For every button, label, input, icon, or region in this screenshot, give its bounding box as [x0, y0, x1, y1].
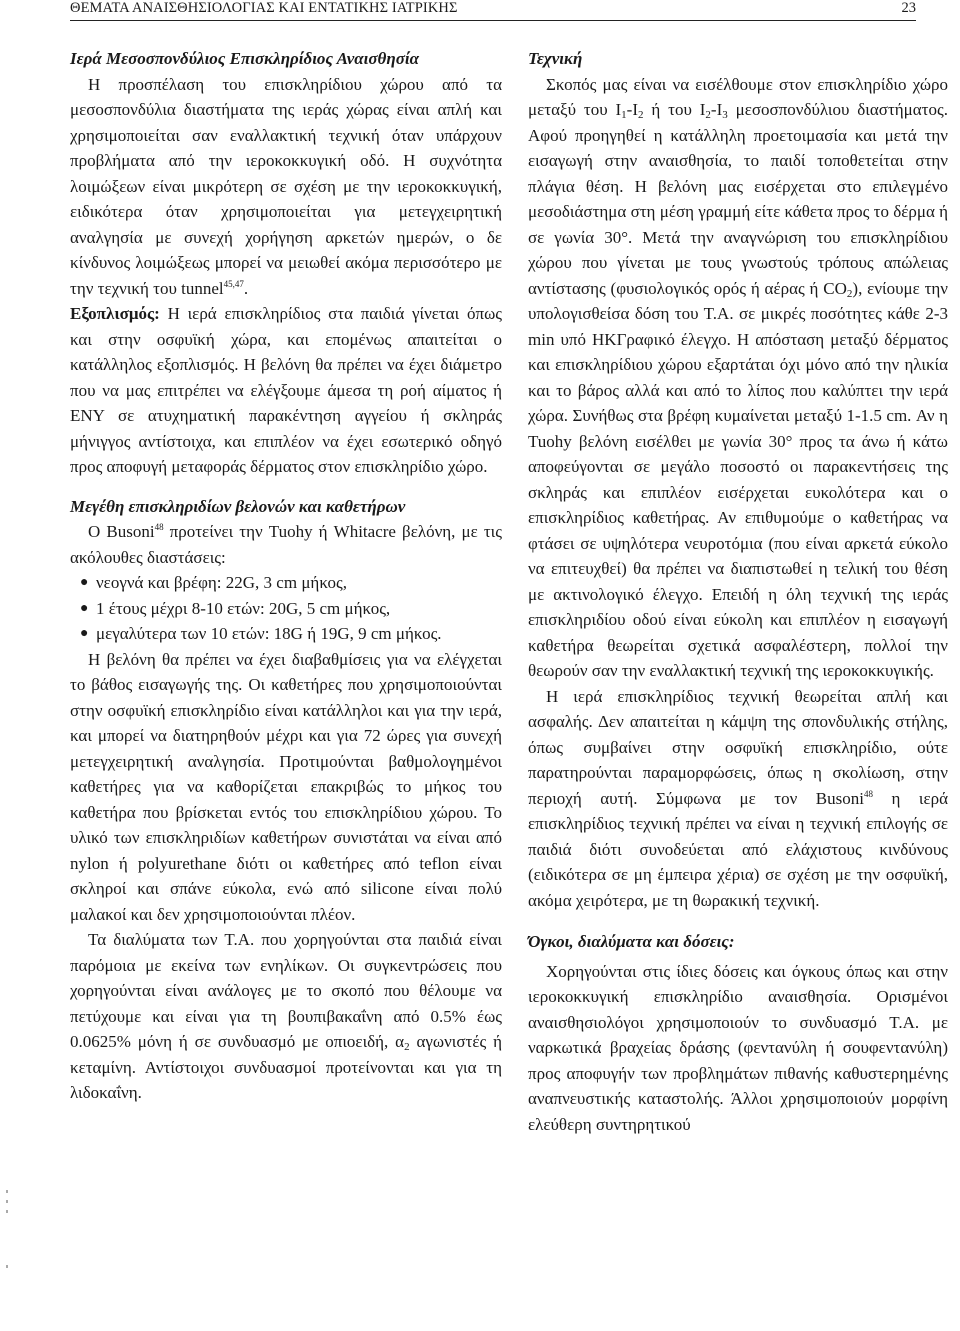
scan-margin-marks: [6, 1190, 10, 1270]
paragraph-equipment: [70, 301, 502, 480]
subscript: 1: [621, 109, 627, 121]
paragraph-busoni: [70, 519, 502, 570]
paragraph-text: Η ιερά επισκληρίδιος τεχνική θεωρείται απλή και ασφαλής. Δεν απαιτείται η κάμψη της σπονδυλικής στήλης, όπως συμβαίνει στην οσφυϊκή επισκληρίδιο, ούτε παρατηρούνται παραμορφώσεις, όπως η σκολίωση, στην περιοχή αυτή. Σύμφωνα με τον Busoni: [528, 686, 948, 808]
paragraph-text: Η ιερά επισκληρίδιος στα παιδιά γίνεται όπως και στην οσφυϊκή χώρα, και επομένως απαιτείται ο κατάλληλος εξοπλισμός. Η βελόνη θα πρέπει να έχει διάμετρο που να μας επιτρέπει να ελέγξουμε άμεσα τη ροή αίματος ή ΕΝΥ σε ατυχηματική παρακέντηση αγγείου ή σκληράς μήνιγγος αντίστοιχα, και επιπλέον να έχει εσωτερικό οδηγό προς αποφυγή μεταφοράς δέρματος στον επισκληρίδιο χώρο.: [70, 304, 502, 476]
subscript: 2: [705, 109, 711, 121]
paragraph-text: μεσοσπονδύλιου διαστήματος. Αφού προηγηθεί η κατάλληλη προετοιμασία και μετά την εισαγωγή στην αναισθησία, το παιδί τοποθετείται στην πλάγια θέση. Η βελόνη μας εισέρχεται στο επιλεγμένο μεσοδιάστημα στη μέση γραμμή είτε κάθετα προς το δέρμα ή σε γωνία 30°. Μετά την αναγνώριση του επισκληρίδιου χώρου που γίνεται με τους γνωστούς τρόπους απώλειας αντίστασης (φυσιολογικός ορός ή αέρας ή CO: [528, 100, 948, 298]
run-in-heading-equipment: Εξοπλισμός:: [70, 304, 160, 323]
bullet-icon: ●: [80, 626, 89, 641]
bullet-icon: ●: [80, 600, 89, 616]
paragraph-text: Τα διαλύματα των Τ.Α. που χορηγούνται στα παιδιά είναι παρόμοια με εκείνα των ενηλίκων. Οι συγκεντρώσεις που χορηγούνται είναι ανάλογες με το σκοπό που θέλουμε να πετύχουμε και είναι για τη βουπιβακαΐνη από 0.5% έως 0.0625% μόνη ή σε συνδυασμό με οπιοειδή, α: [70, 930, 502, 1051]
left-column: [70, 46, 502, 1106]
paragraph-technique: [528, 72, 948, 684]
paragraph-text: Σκοπός μας είναι να εισέλθουμε στον επισκληρίδιο χώρο μεταξύ του I: [528, 74, 948, 119]
list-item-text: νεογνά και βρέφη: 22G, 3 cm μήκος,: [96, 573, 347, 592]
paragraph-text: προτείνει την Tuohy ή Whitacre βελόνη, με τις ακόλουθες διαστάσεις:: [70, 522, 502, 567]
paragraph-text: -I: [710, 100, 723, 119]
page-number: 23: [901, 0, 916, 16]
list-item: [80, 596, 502, 622]
list-item: [80, 570, 502, 596]
right-column: [528, 46, 948, 1137]
subscript: 2: [637, 109, 644, 121]
paragraph-solutions: [70, 927, 502, 1106]
paragraph-access: [70, 72, 502, 302]
section-heading-sacral-epidural: Ιερά Μεσοσπονδύλιος Επισκληρίδιος Αναισθησία: [70, 49, 419, 68]
reference-marker: 45,47: [223, 278, 244, 289]
section-heading-volumes-doses: Όγκοι, διαλύματα και δόσεις:: [528, 932, 735, 951]
subscript: 2: [846, 287, 853, 300]
needle-size-list: [70, 570, 502, 647]
subscript: 2: [404, 1041, 410, 1053]
section-heading-needle-sizes: Μεγέθη επισκληριδίων βελονών και καθετήρων: [70, 496, 406, 516]
section-heading-technique: Τεχνική: [528, 49, 583, 68]
paragraph-text: ή του I: [643, 100, 706, 119]
running-header: [70, 0, 916, 20]
paragraph-text: η ιερά επισκληρίδιος τεχνική πρέπει να είναι η τεχνική επιλογής σε παιδιά διότι συνοδεύεται από ελάχιστους κινδύνους (ειδικότερα σε μη έμπειρα χέρια) σε σχέση με την οσφυϊκή, ακόμα χειρότερα, με τη θωρακική τεχνική.: [528, 788, 948, 910]
paragraph-text: -I: [626, 100, 638, 119]
subscript: 3: [722, 109, 728, 121]
bullet-icon: ●: [80, 575, 89, 590]
header-rule: [70, 20, 916, 21]
paragraph-text: ), ενίουμε την υπολογισθείσα δόση του Τ.Α. σε μικρές ποσότητες κάθε 2-3 min υπό ΗΚΓραφικό έλεγχο. Η απόσταση μεταξύ δέρματος και επισκληρίδιου χώρου εξαρτάται όχι μόνο από την ηλικία και το βάρος αλλά και από το λίπος που καλύπτει την ιερά χώρα. Συνήθως στα βρέφη κυμαίνεται μεταξύ 1-1.5 cm. Αν η Tuohy βελόνη εισέλθει με γωνία 30° προς τα άνω ή κάτω αποφεύγονται σε μεγάλο ποσοστό οι παρακεντήσεις της σκληράς και επιπλέον εισέρχεται ευκολότερα και ο επισκληρίδιος καθετήρας. Αν επιθυμούμε ο καθετήρας να φτάσει σε υψηλότερα νευροτόμια (που είναι αρκετά εύκολο να επιτευχθεί) θα πρέπει να διαπιστωθεί η τελική του θέση με ακτινολογικό έλεγχο. Επειδή η όλη τεχνική της ιεράς επισκληριδίου οδού είναι εύκολη και επιπλέον η εισαγωγή καθετήρα θεωρείται σχετικά ασφαλέστερη, πολλοί την θεωρούν σαν την εναλλακτική τεχνική της ιεροκοκκυγικής.: [528, 278, 948, 680]
list-item-text: μεγαλύτερα των 10 ετών: 18G ή 19G, 9 cm μήκος.: [96, 624, 442, 643]
running-header-title: ΘΕΜΑΤΑ ΑΝΑΙΣΘΗΣΙΟΛΟΓΙΑΣ ΚΑΙ ΕΝΤΑΤΙΚΗΣ ΙΑΤΡΙΚΗΣ: [70, 0, 458, 16]
reference-marker: 48: [154, 522, 164, 532]
paragraph-catheters: Η βελόνη θα πρέπει να έχει διαβαθμίσεις για να ελέγχεται το βάθος εισαγωγής της. Οι καθετήρες που χρησιμοποιούνται στην οσφυϊκή επισκληρίδιο είναι κατάλληλοι και για την ιερά, και μπορεί να διατηρηθούν μέχρι και για 72 ώρες για συνεχή μετεγχειρητική αναλγησία. Προτιμούνται βαθμολογημένοι καθετήρες για να καθορίζεται επακριβώς το μήκος του καθετήρα που βρίσκεται εντός του επισκληρίδιου χώρου. Το υλικό των επισκληριδίων καθετήρων συνιστάται να είναι από nylon ή polyurethane διότι οι καθετήρες από teflon είναι σκληροί και σπάνε εύκολα, ενώ από silicone είναι πολύ μαλακοί και δεν χρησιμοποιούνται πλέον.: [70, 649, 502, 924]
paragraph-text: .: [243, 278, 249, 298]
paragraph-text: αγωνιστές ή κεταμίνη. Αντίστοιχοι συνδυασμοί προτείνονται και για τη λιδοκαΐνη.: [70, 1032, 502, 1102]
list-item-text: 1 έτους μέχρι 8-10 ετών: 20G, 5 cm μήκος,: [96, 598, 391, 618]
paragraph-text: Η προσπέλαση του επισκληρίδιου χώρου από τα μεσοσπονδύλια διαστήματα της ιεράς χώρας είναι απλή και χρησιμοποιείται σαν εναλλακτική τεχνική όταν υπάρχουν προβλήματα από την ιεροκοκκυγική οδό. Η συχνότητα λοιμώξεων είναι μικρότερη σε σχέση με την ιεροκοκκυγική, ειδικότερα όταν χρησιμοποιείται για μετεγχειρητική αναλγησία με συνεχή χορήγηση αρκετών ημερών, ο δε κίνδυνος λοιμώξεως μπορεί να μειωθεί ακόμα περισσότερο με την τεχνική του tunnel: [70, 74, 502, 298]
list-item: [80, 621, 502, 647]
paragraph-safety: [528, 684, 948, 914]
reference-marker: 48: [864, 788, 873, 799]
paragraph-text: Ο Busoni: [88, 522, 155, 541]
paragraph-doses: Χορηγούνται στις ίδιες δόσεις και όγκους όπως και στην ιεροκοκκυγική επισκληρίδιο αναισθησία. Ορισμένοι αναισθησιολόγοι χρησιμοποιούν το συνδυασμό Τ.Α. με ναρκωτικά βραχείας δράσης (φεντανύλη ή σουφεντανύλη) προς αποφυγήν των προβλημάτων πιθανής καθυστερημένης αναπνευστικής καταστολής. Άλλοι χρησιμοποιούν μορφίνη ελεύθερη συντηρητικού: [528, 961, 948, 1134]
